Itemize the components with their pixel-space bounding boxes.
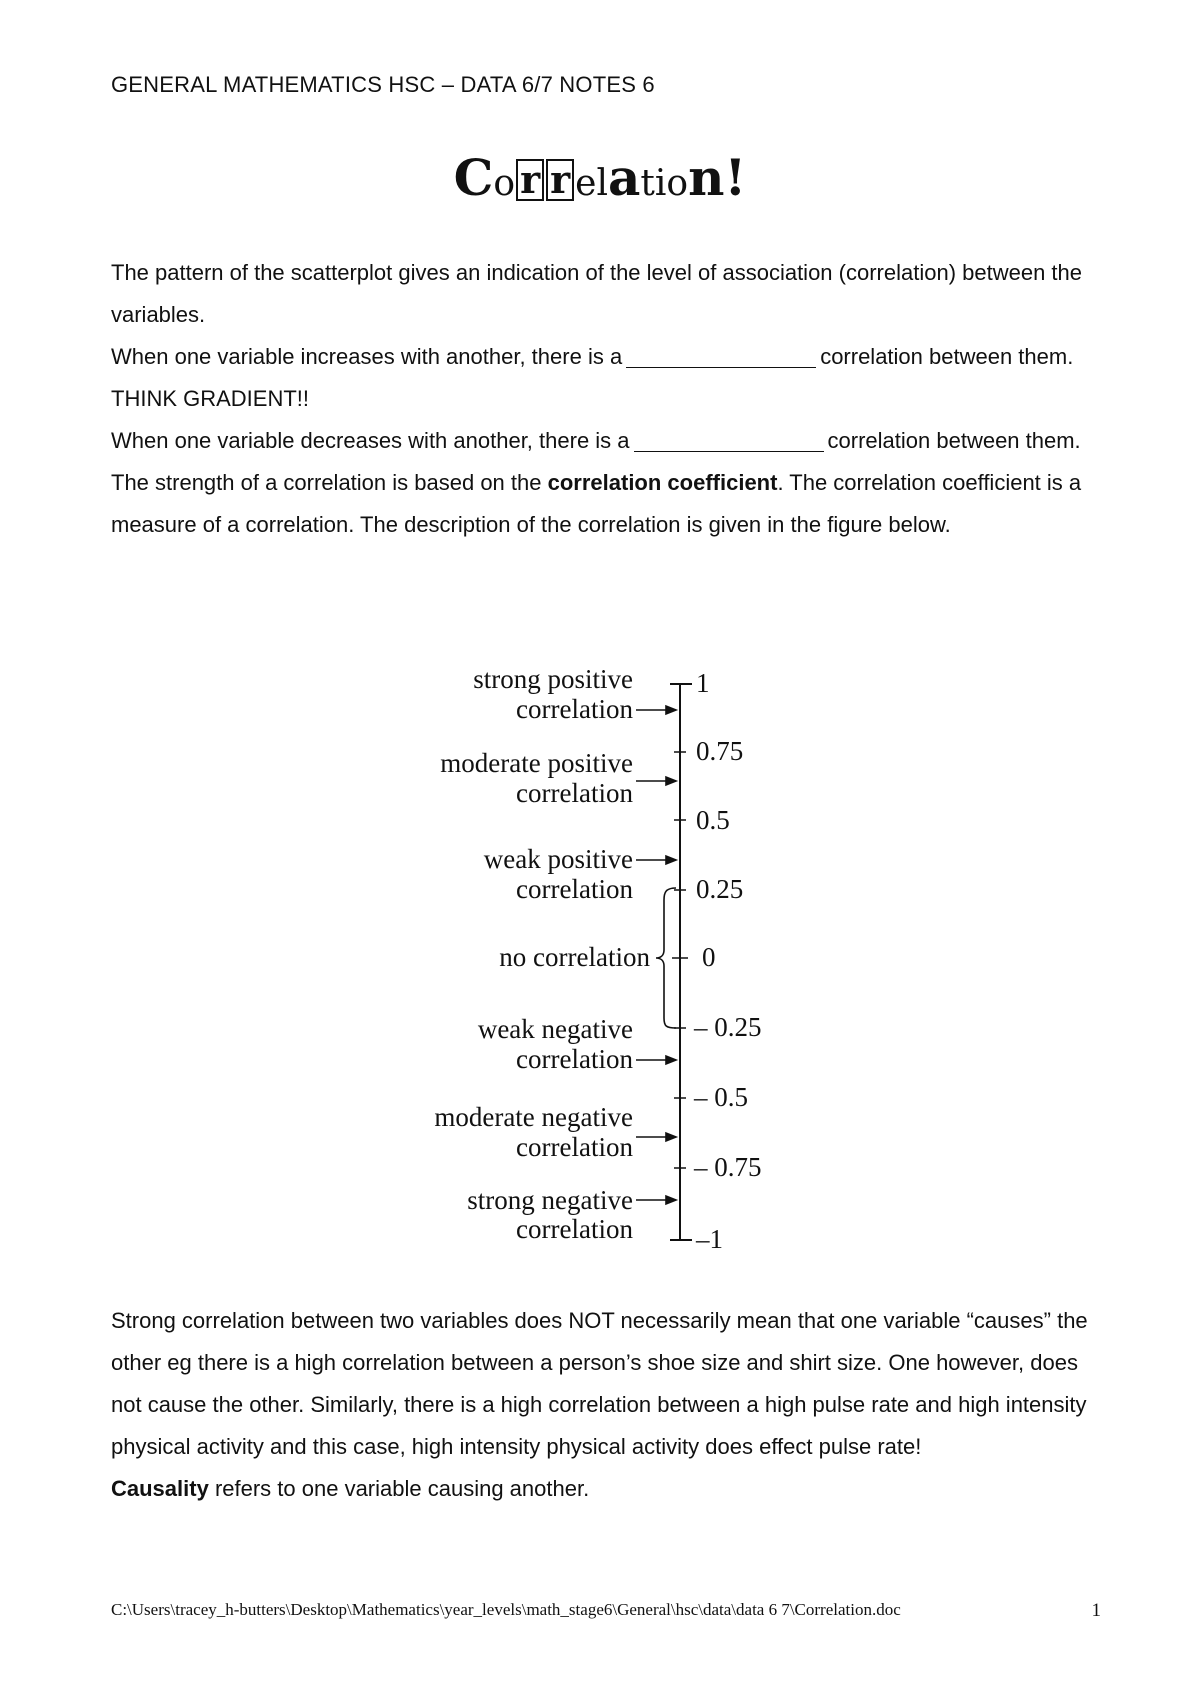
intro-text	[111, 252, 1111, 546]
page-number: 1	[1091, 1600, 1101, 1621]
outro-paragraph-2	[111, 1468, 1111, 1510]
category-label: correlation	[516, 778, 633, 808]
outro-paragraph-1: Strong correlation between two variables does NOT necessarily mean that one variable “causes” the other eg there is a high correlation between a person’s shoe size and shirt size. One however, does not cause the other. Similarly, there is a high correlation between a high pulse rate and high intensity physical activity and this case, high intensity physical activity does effect pulse rate!	[111, 1308, 1088, 1459]
category-label: correlation	[516, 1132, 633, 1162]
bold-term: correlation coefficient	[547, 470, 778, 495]
text-span: correlation between them. THINK GRADIENT!!	[111, 344, 1074, 411]
title-letter: n!	[688, 148, 747, 207]
title-letter: el	[575, 163, 608, 204]
category-label: weak positive	[483, 844, 633, 874]
text-span: The strength of a correlation is based on the	[111, 470, 542, 495]
arrow-head	[666, 1196, 676, 1204]
category-label: strong positive	[473, 664, 633, 694]
tick-label: –1	[696, 1224, 723, 1254]
text-span: When one variable decreases with another, there is a	[111, 428, 630, 453]
intro-paragraph-4	[111, 462, 1111, 546]
title-letter: r	[546, 159, 574, 201]
intro-paragraph-2	[111, 336, 1111, 420]
file-path: C:\Users\tracey_h-butters\Desktop\Mathematics\year_levels\math_stage6\General\hsc\data\data 6 7\Correlation.doc	[111, 1600, 901, 1619]
arrow-head	[666, 777, 676, 785]
category-label: weak negative	[477, 1014, 633, 1044]
tick-label: 0.75	[696, 736, 744, 766]
correlation-scale-svg	[380, 660, 800, 1260]
answer-blank	[626, 345, 816, 368]
title-letter: o	[493, 163, 516, 204]
tick-label: 0	[702, 942, 716, 972]
title-letter: r	[516, 159, 544, 201]
title-letter: io	[654, 163, 689, 204]
category-label: moderate positive	[440, 748, 633, 778]
bold-term: Causality	[111, 1476, 209, 1501]
text-span: When one variable increases with another, there is a	[111, 344, 623, 369]
category-label: correlation	[516, 694, 633, 724]
correlation-scale-figure	[380, 660, 800, 1260]
page-header: GENERAL MATHEMATICS HSC – DATA 6/7 NOTES 6	[111, 72, 655, 97]
title-letter: t	[640, 163, 655, 204]
tick-label: – 0.75	[694, 1152, 762, 1182]
arrow-head	[666, 706, 676, 714]
text-span: refers to one variable causing another.	[208, 1476, 590, 1501]
category-label: moderate negative	[434, 1102, 633, 1132]
page-footer	[111, 1600, 1101, 1620]
arrow-head	[666, 856, 676, 864]
tick-label: – 0.25	[694, 1012, 762, 1042]
intro-paragraph-3	[111, 420, 1111, 462]
category-label: correlation	[516, 1214, 633, 1244]
category-label: correlation	[516, 874, 633, 904]
intro-paragraph-1: The pattern of the scatterplot gives an indication of the level of association (correlation) between the variables.	[111, 260, 1083, 327]
title-letter: C	[453, 148, 494, 207]
category-label: no correlation	[499, 942, 650, 972]
arrow-head	[666, 1056, 676, 1064]
arrow-head	[666, 1133, 676, 1141]
tick-label: 0.25	[696, 874, 744, 904]
category-label: correlation	[516, 1044, 633, 1074]
tick-label: 1	[696, 668, 710, 698]
text-span: correlation between them.	[827, 428, 1081, 453]
page-title	[0, 148, 1200, 207]
tick-label: – 0.5	[694, 1082, 748, 1112]
tick-label: 0.5	[696, 805, 730, 835]
title-letter: a	[608, 148, 641, 207]
outro-text	[111, 1300, 1111, 1510]
category-label: strong negative	[467, 1185, 633, 1215]
answer-blank	[634, 429, 824, 452]
text-span: . The correlation coefficient is a measure of a correlation. The description of the correlation is given in the figure below.	[111, 470, 1082, 537]
